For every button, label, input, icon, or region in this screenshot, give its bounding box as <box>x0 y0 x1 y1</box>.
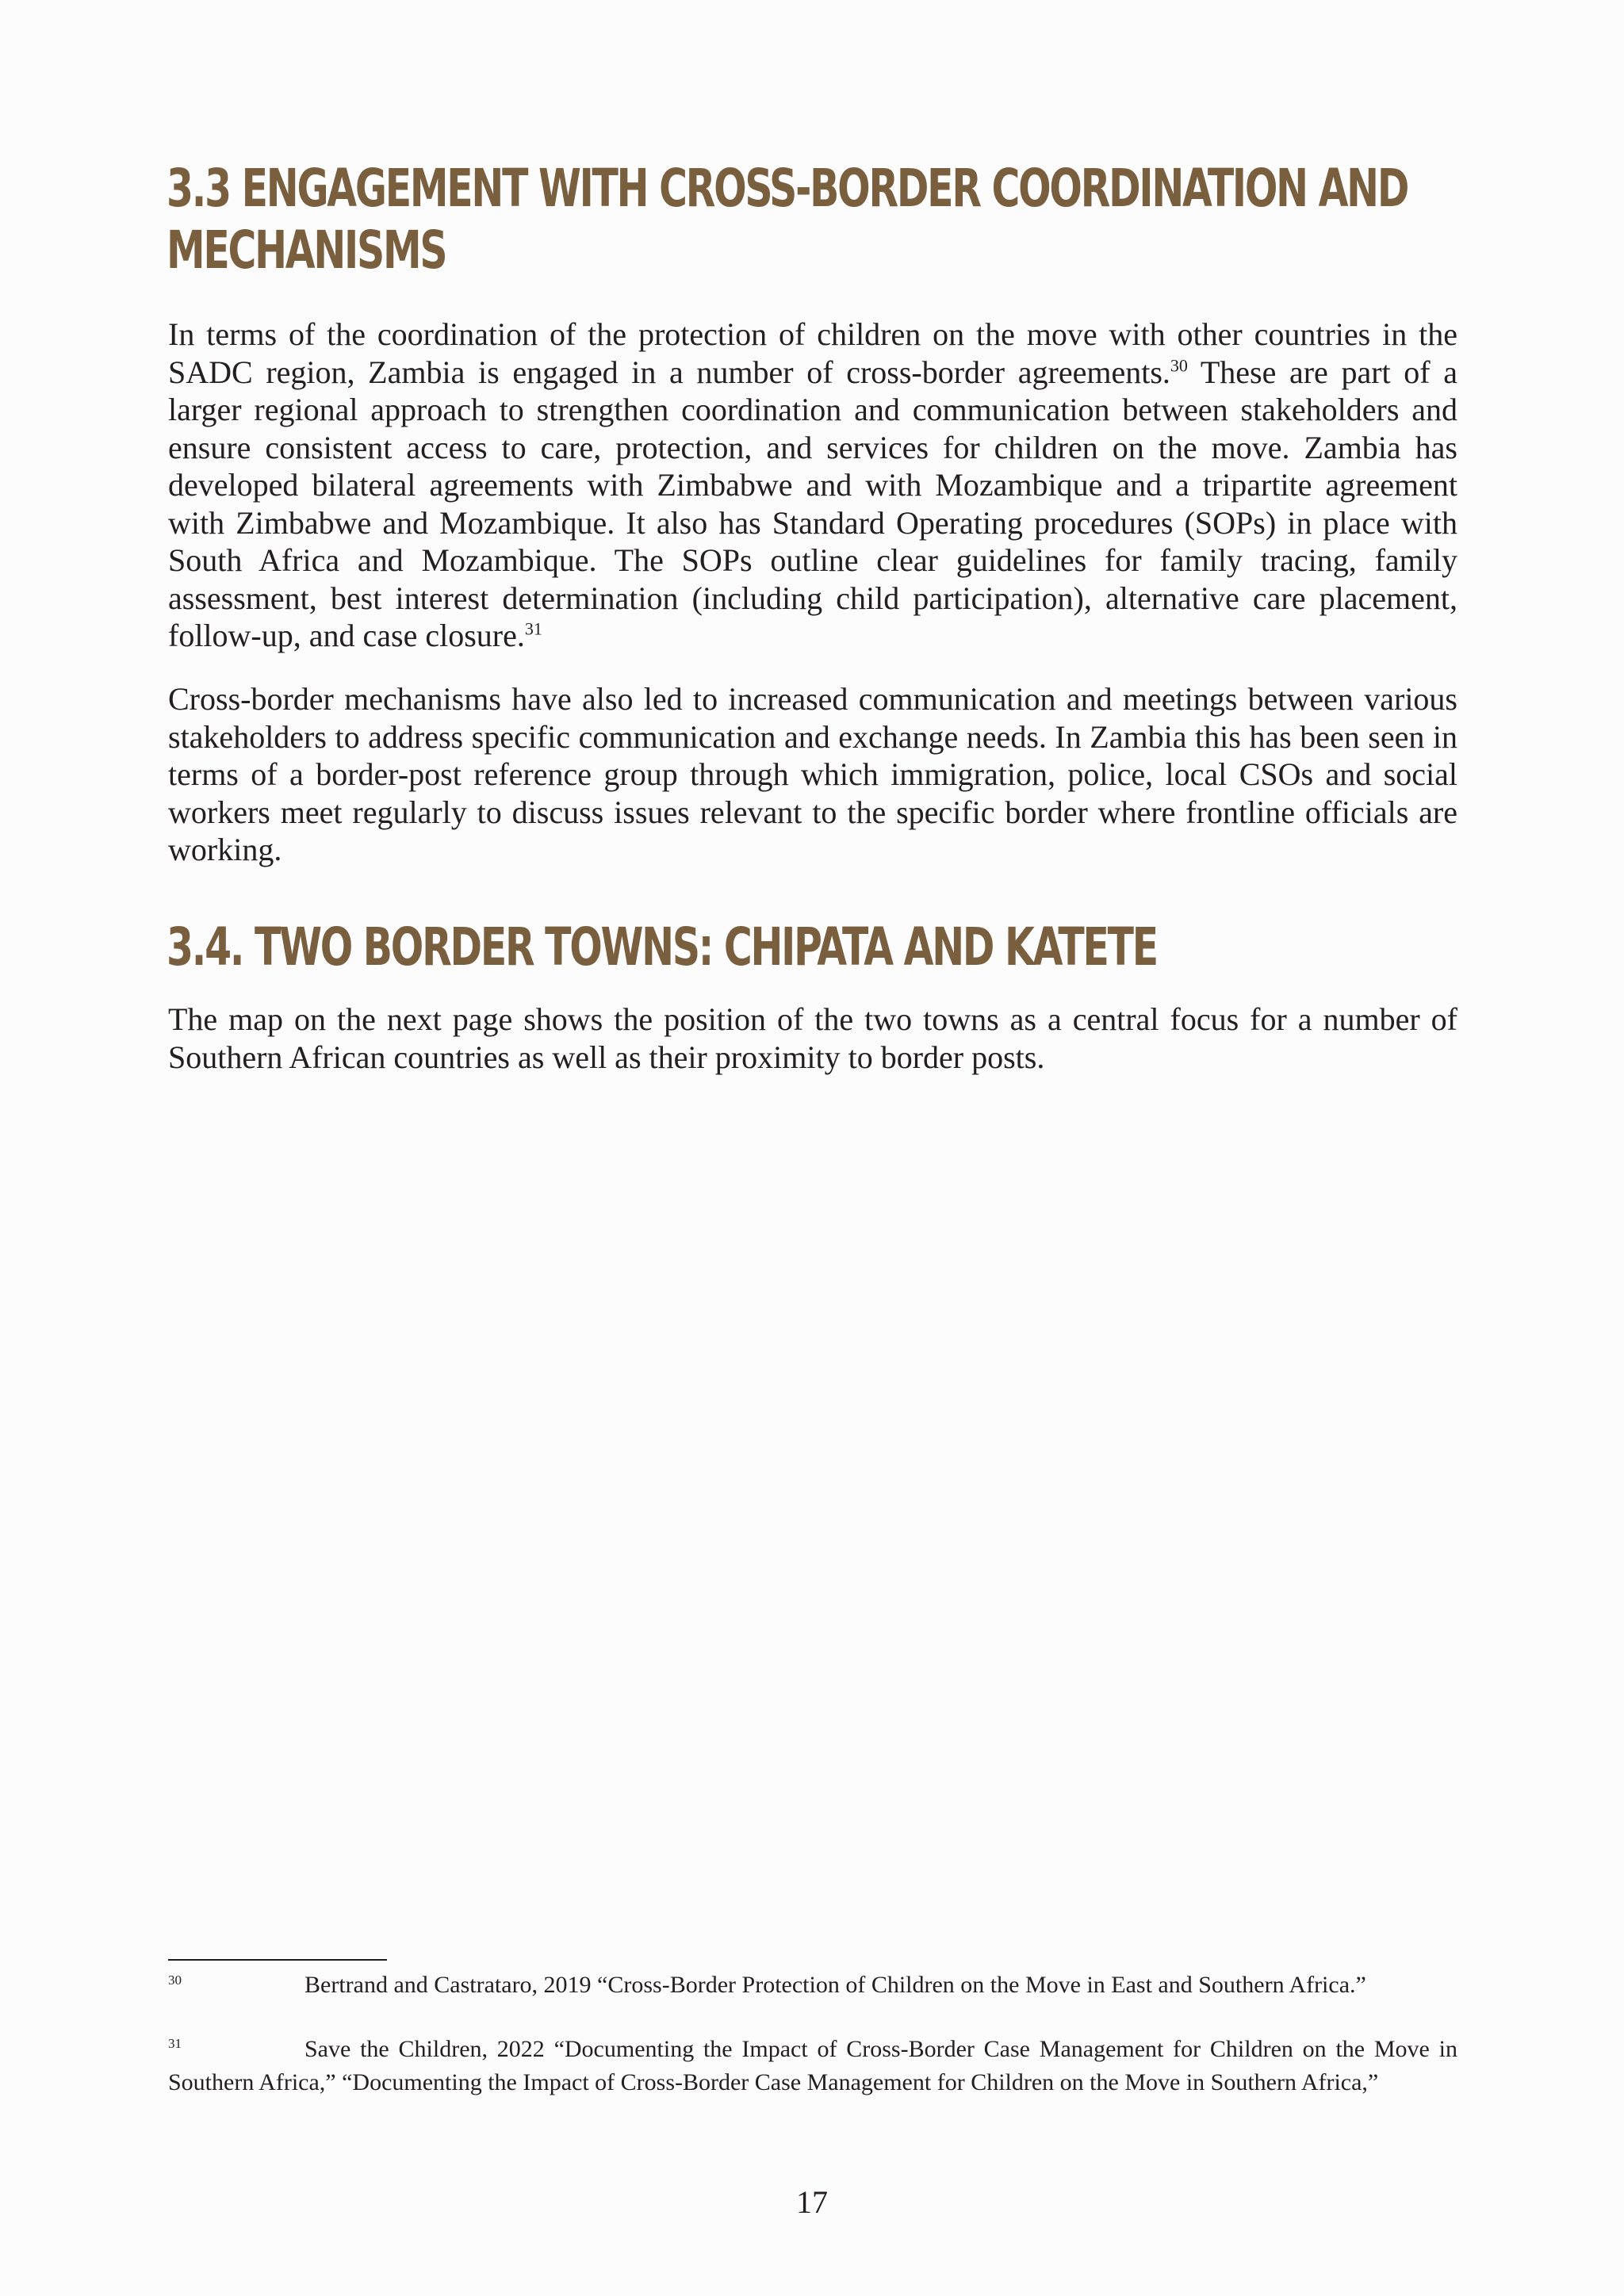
footnote-mark-31: 31 <box>168 2036 182 2051</box>
paragraph-map-intro: The map on the next page shows the position of the two towns as a central focus for a number of Southern African countries as well as their proximity to border posts. <box>168 1001 1457 1075</box>
footnote-31 <box>168 2033 1457 2099</box>
footnote-ref-31: 31 <box>524 618 542 639</box>
footnote-text-30: Bertrand and Castrataro, 2019 “Cross-Border Protection of Children on the Move in East and Southern Africa.” <box>304 1972 1366 1998</box>
section-heading-3-3 <box>167 158 1408 281</box>
footnote-ref-30: 30 <box>1170 355 1188 376</box>
footnote-30 <box>168 1969 1457 2001</box>
heading-line-1: 3.3 ENGAGEMENT WITH CROSS-BORDER COORDINATION AND <box>167 158 1408 219</box>
paragraph-coordination <box>168 316 1457 655</box>
paragraph-coordination-text: In terms of the coordination of the protection of children on the move with other countries in the SADC region, Zambia is engaged in a number of cross-border agreements. <box>168 316 1457 390</box>
heading-line-2: MECHANISMS <box>167 220 446 281</box>
footnote-divider <box>168 1959 387 1961</box>
section-heading-3-4: 3.4. TWO BORDER TOWNS: CHIPATA AND KATETE <box>167 916 1157 978</box>
footnote-mark-30: 30 <box>168 1973 182 1988</box>
paragraph-mechanisms: Cross-border mechanisms have also led to increased communication and meetings between various stakeholders to address specific communication and exchange needs. In Zambia this has been seen in terms of a border-post reference group through which immigration, police, local CSOs and social workers meet regularly to discuss issues relevant to the specific border where frontline officials are working. <box>168 681 1457 867</box>
footnote-text-31: Save the Children, 2022 “Documenting the Impact of Cross-Border Case Management for Children on the Move in Southern Africa,” “Documenting the Impact of Cross-Border Case Management for Children on the Move in Southern Africa,” <box>168 2036 1457 2095</box>
paragraph-coordination-rest: These are part of a larger regional approach to strengthen coordination and communication between stakeholders and ensure consistent access to care, protection, and services for children on the move. Zambia has developed bilateral agreements with Zimbabwe and with Mozambique and a tripartite agreement with Zimbabwe and Mozambique. It also has Standard Operating procedures (SOPs) in place with South Africa and Mozambique. The SOPs outline clear guidelines for family tracing, family assessment, best interest determination (including child participation), alternative care placement, follow-up, and case closure. <box>168 354 1458 653</box>
page-number: 17 <box>796 2184 828 2220</box>
